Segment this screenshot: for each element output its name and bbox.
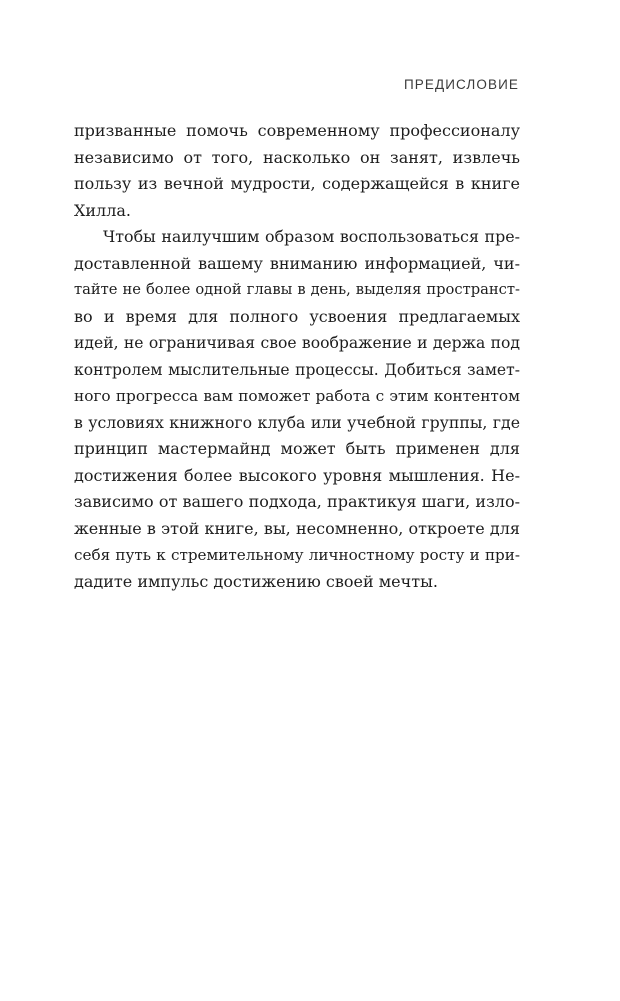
text-line: контролем мыслительные процессы. Добиться замет- <box>74 360 520 379</box>
text-line: принцип мастермайнд может быть применен для <box>74 439 520 458</box>
text-line: в условиях книжного клуба или учебной группы, где <box>74 412 520 432</box>
text-line: независимо от того, насколько он занят, извлечь <box>74 147 520 167</box>
text-line: во и время для полного усвоения предлагаемых <box>74 306 520 326</box>
text-line: доставленной вашему вниманию информацией, чи- <box>74 253 520 273</box>
paragraph-2 <box>74 224 520 595</box>
text-line: призванные помочь современному профессионалу <box>74 121 520 140</box>
paragraph-1 <box>74 118 520 224</box>
text-line: себя путь к стремительному личностному росту и при- <box>74 546 520 564</box>
text-line: пользу из вечной мудрости, содержащейся в книге <box>74 174 520 193</box>
text-line: Хилла. <box>74 200 132 220</box>
body-text <box>74 118 520 595</box>
text-line: Чтобы наилучшим образом воспользоваться пре- <box>103 227 520 246</box>
text-line: идей, не ограничивая свое воображение и держа под <box>74 334 520 352</box>
text-line: женные в этой книге, вы, несомненно, откроете для <box>74 518 520 538</box>
text-line: тайте не более одной главы в день, выделяя пространст- <box>74 281 520 298</box>
text-line: достижения более высокого уровня мышления. Не- <box>74 465 520 485</box>
running-header: ПРЕДИСЛОВИЕ <box>403 77 519 92</box>
text-line: дадите импульс достижению своей мечты. <box>74 571 438 591</box>
text-line: зависимо от вашего подхода, практикуя шаги, изло- <box>74 492 520 511</box>
text-line: ного прогресса вам поможет работа с этим контентом <box>74 387 520 405</box>
